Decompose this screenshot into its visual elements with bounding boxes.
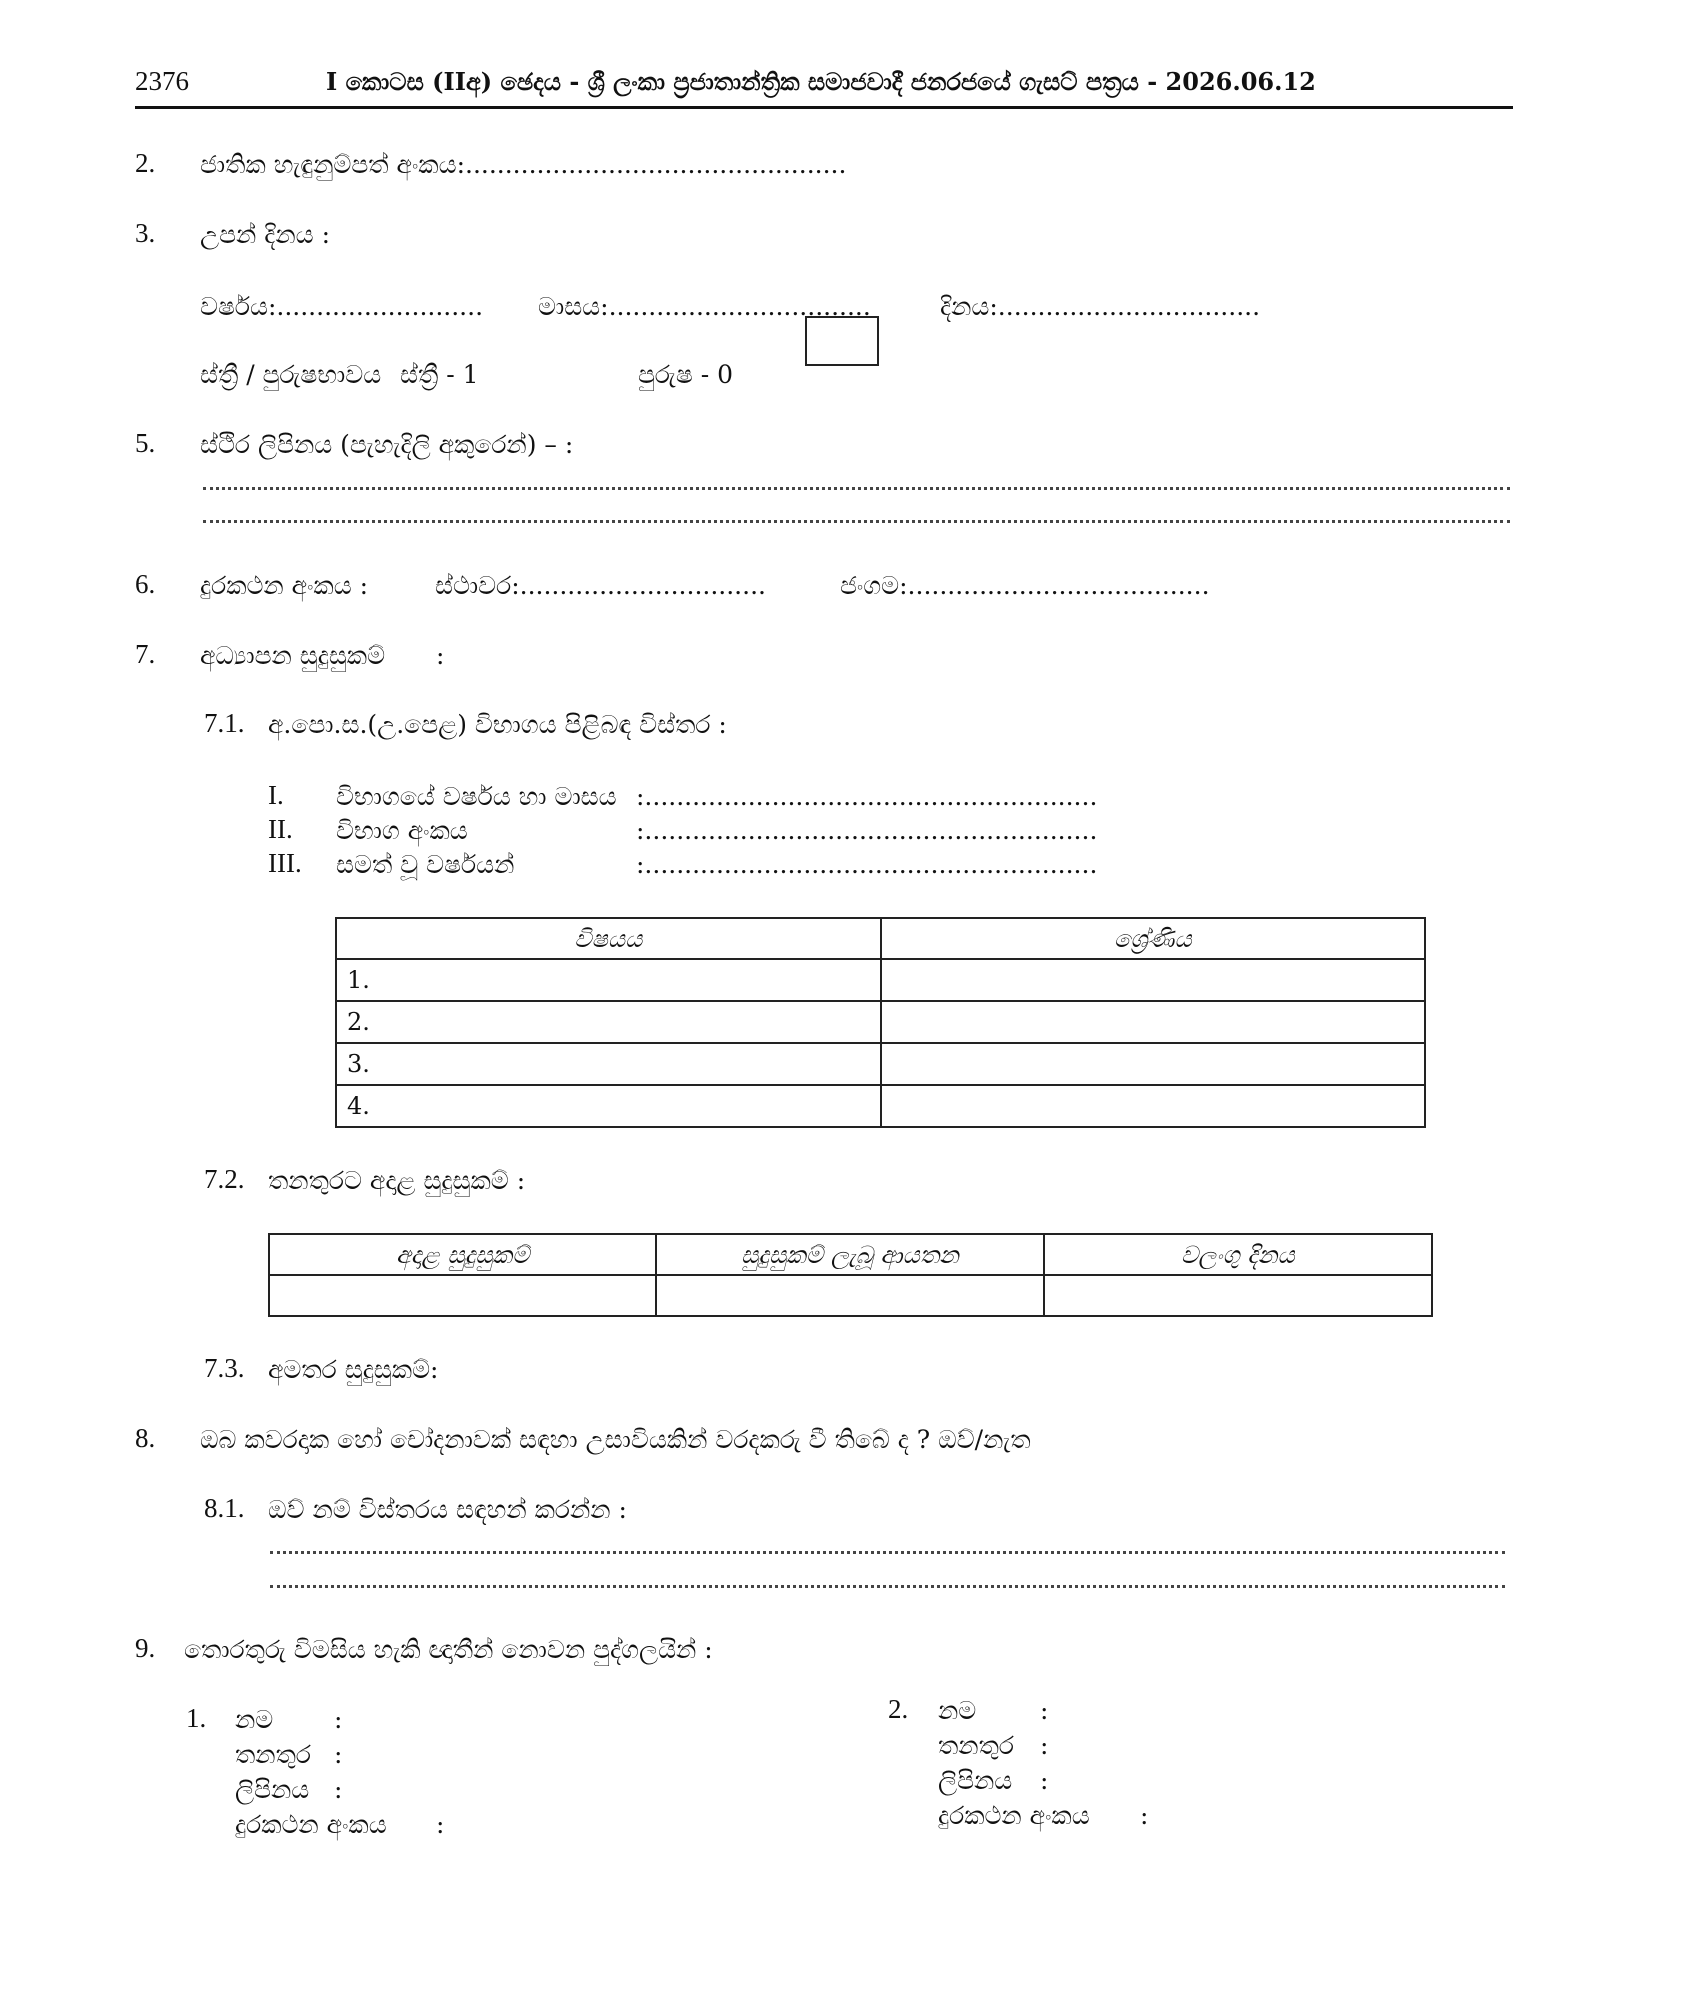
referees-label: තොරතුරු විමසිය හැකි ඥාතීන් නොවන පුද්ගලයින් : [184, 1635, 713, 1664]
table-cell-grade[interactable] [881, 1043, 1426, 1085]
referee-1-address-field[interactable]: : [334, 1775, 343, 1804]
al-row-1-label: විභාගයේ වර්ෂය හා මාසය [336, 782, 617, 811]
referee-1-address-label: ලිපිනය [235, 1775, 310, 1804]
gender-female-option: ස්ත්‍රී - 1 [400, 360, 479, 389]
referee-2-address-label: ලිපිනය [938, 1766, 1013, 1795]
table-cell-valid-date[interactable] [1044, 1275, 1432, 1316]
referee-2-address-field[interactable]: : [1040, 1766, 1049, 1795]
item-7-number: 7. [135, 639, 156, 669]
referee-2-post-field[interactable]: : [1040, 1731, 1049, 1760]
al-row-3-label: සමත් වූ වර්ෂයන් [336, 850, 515, 879]
gender-code-box[interactable] [805, 316, 879, 366]
referee-2-name-label: නම [938, 1696, 977, 1725]
dob-year-field[interactable]: වර්ෂය:.......................... [200, 292, 484, 321]
al-row-3-roman: III. [268, 848, 302, 878]
table-row-number: 3. [336, 1043, 881, 1085]
page-header-title: I කොටස (IIඅ) ඡෙදය - ශ්‍රී ලංකා ප්‍රජාතාන්ත්‍රික සමාජවාදී ජනරජයේ ගැසට් පත්‍රය - 2026.06.12 [326, 67, 1316, 96]
education-label: අධ්‍යාපන සුදුසුකම් [200, 641, 386, 670]
table-header-valid-date: වලංගු දිනය [1044, 1234, 1432, 1275]
item-8-1-number: 8.1. [204, 1493, 245, 1523]
item-3-number: 3. [135, 218, 156, 248]
conviction-details-line-1[interactable] [270, 1551, 1505, 1554]
referee-1-phone-field[interactable]: : [436, 1810, 445, 1839]
item-7-3-number: 7.3. [204, 1353, 245, 1383]
table-cell-grade[interactable] [881, 1001, 1426, 1043]
dob-month-field[interactable]: මාසය:................................. [538, 292, 871, 321]
referee-1-post-field[interactable]: : [334, 1740, 343, 1769]
qualifications-table [268, 1233, 1433, 1317]
item-8-number: 8. [135, 1423, 156, 1453]
table-row-number: 2. [336, 1001, 881, 1043]
table-row-number: 4. [336, 1085, 881, 1127]
al-exam-year-month-field[interactable]: :......................................................... [636, 782, 1098, 811]
education-colon: : [436, 641, 445, 670]
referee-1-post-label: තනතුර [235, 1740, 312, 1769]
al-passed-years-field[interactable]: :......................................................... [636, 850, 1098, 879]
phone-label: දුරකථන අංකය : [200, 571, 369, 600]
item-2-number: 2. [135, 148, 156, 178]
al-row-1-roman: I. [268, 780, 284, 810]
referee-1-name-field[interactable]: : [334, 1705, 343, 1734]
table-header-subject: විෂයය [336, 918, 881, 959]
table-cell-grade[interactable] [881, 959, 1426, 1001]
nic-field[interactable]: ජාතික හැඳුනුම්පත් අංකය:................................................ [200, 150, 847, 179]
al-row-2-roman: II. [268, 814, 293, 844]
referee-2-post-label: තනතුර [938, 1731, 1015, 1760]
item-7-2-number: 7.2. [204, 1164, 245, 1194]
referee-1-phone-label: දුරකථන අංකය [235, 1810, 387, 1839]
item-6-number: 6. [135, 569, 156, 599]
referee-2-name-field[interactable]: : [1040, 1696, 1049, 1725]
referee-2-phone-label: දුරකථන අංකය [938, 1801, 1090, 1830]
conviction-details-label: ඔව් නම් විස්තරය සඳහන් කරන්න : [268, 1495, 627, 1524]
page-number: 2376 [135, 66, 189, 96]
table-header-grade: ශ්‍රේණිය [881, 918, 1426, 959]
conviction-question: ඔබ කවරදාක හෝ චෝදනාවක් සඳහා උසාවියකින් වරදකරු වී තිබේ ද ? ඔව්/නැත [200, 1425, 1031, 1454]
al-results-table [335, 917, 1426, 1128]
address-line-2[interactable] [203, 520, 1510, 523]
additional-qualifications-label: අමතර සුදුසුකම්: [268, 1355, 439, 1384]
phone-mobile-field[interactable]: ජංගම:...................................... [840, 571, 1210, 600]
dob-label: උපන් දිනය : [200, 220, 330, 249]
table-row-number: 1. [336, 959, 881, 1001]
dob-day-field[interactable]: දිනය:................................. [940, 292, 1261, 321]
al-row-2-label: විභාග අංකය [336, 816, 468, 845]
referee-1-number: 1. [186, 1703, 207, 1733]
item-9-number: 9. [135, 1633, 156, 1663]
table-cell-grade[interactable] [881, 1085, 1426, 1127]
address-line-1[interactable] [203, 487, 1510, 490]
referee-2-phone-field[interactable]: : [1140, 1801, 1149, 1830]
referee-1-name-label: නම [235, 1705, 274, 1734]
header-rule [135, 106, 1513, 109]
item-7-1-number: 7.1. [204, 708, 245, 738]
table-cell-qualification[interactable] [269, 1275, 656, 1316]
conviction-details-line-2[interactable] [270, 1585, 1505, 1588]
phone-fixed-field[interactable]: ස්ථාවර:............................... [435, 571, 766, 600]
al-exam-label: අ.පො.ස.(උ.පෙළ) විභාගය පිළිබඳ විස්තර : [268, 710, 727, 739]
item-5-number: 5. [135, 428, 156, 458]
table-cell-institution[interactable] [656, 1275, 1043, 1316]
table-header-institution: සුදුසුකම් ලැබූ ආයතන [656, 1234, 1043, 1275]
gender-label: ස්ත්‍රී / පුරුෂභාවය [200, 360, 382, 389]
table-header-qualification: අදාළ සුදුසුකම් [269, 1234, 656, 1275]
referee-2-number: 2. [888, 1694, 909, 1724]
al-exam-number-field[interactable]: :......................................................... [636, 816, 1098, 845]
gender-male-option: පුරුෂ - 0 [638, 360, 733, 389]
address-label: ස්ථිර ලිපිනය (පැහැදිලි අකුරෙන්) – : [200, 430, 574, 459]
post-qualifications-label: තනතුරට අදාළ සුදුසුකම් : [268, 1166, 526, 1195]
